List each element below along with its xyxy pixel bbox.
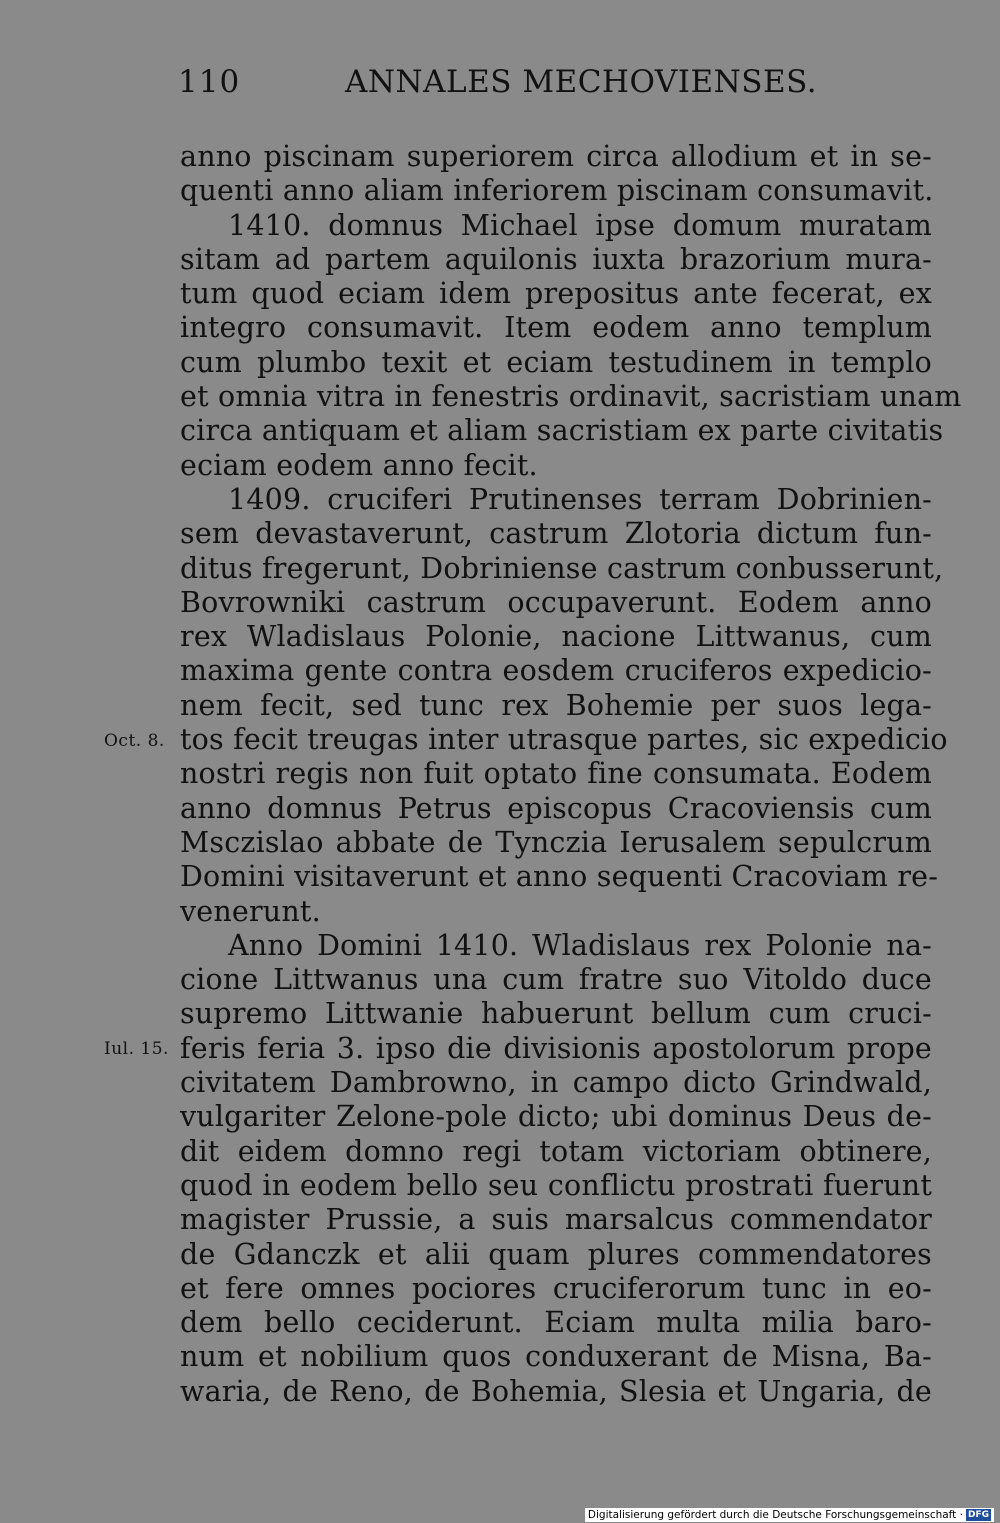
text-line: vulgariter Zelone-pole dicto; ubi dominus Deus de- <box>180 1100 932 1134</box>
text-line: sem devastaverunt, castrum Zlotoria dictum fun- <box>180 517 932 551</box>
text-line: waria, de Reno, de Bohemia, Slesia et Ungaria, de <box>180 1374 932 1408</box>
text-line: supremo Littwanie habuerunt bellum cum cruci- <box>180 997 932 1031</box>
text-line: de Gdanczk et alii quam plures commendatores <box>180 1237 932 1271</box>
text-line: Msczislao abbate de Tynczia Ierusalem sepulcrum <box>180 825 932 859</box>
margin-note-date: Oct. 8. <box>104 731 165 751</box>
text-line: num et nobilium quos conduxerant de Misna, Ba- <box>180 1340 932 1374</box>
text-line: dit eidem domno regi totam victoriam obtinere, <box>180 1134 932 1168</box>
text-line: venerunt. <box>180 894 321 928</box>
margin-note-date: Iul. 15. <box>104 1039 169 1059</box>
text-line: dem bello ceciderunt. Eciam multa milia baro- <box>180 1306 932 1340</box>
page-number: 110 <box>178 64 241 100</box>
text-line: quod in eodem bello seu conflictu prostrati fuerunt <box>180 1168 932 1202</box>
text-line: anno piscinam superiorem circa allodium et in se- <box>180 140 932 173</box>
credit-text: Digitalisierung gefördert durch die Deutsche Forschungsgemeinschaft · <box>587 1509 963 1521</box>
text-line: et fere omnes pociores cruciferorum tunc in eo- <box>180 1271 932 1305</box>
text-line: Domini visitaverunt et anno sequenti Cracoviam re- <box>180 860 939 894</box>
text-line: integro consumavit. Item eodem anno templum <box>180 311 932 345</box>
text-line: rex Wladislaus Polonie, nacione Littwanus, cum <box>180 620 932 654</box>
running-title: ANNALES MECHOVIENSES. <box>345 64 818 100</box>
page-header <box>0 64 1000 104</box>
text-line: civitatem Dambrowno, in campo dicto Grindwald, <box>180 1066 932 1100</box>
text-line: Bovrowniki castrum occupaverunt. Eodem anno <box>180 585 932 619</box>
text-line: nostri regis non fuit optato fine consumata. Eodem <box>180 757 932 791</box>
text-line: et omnia vitra in fenestris ordinavit, sacristiam unam <box>180 380 962 414</box>
text-line: sitam ad partem aquilonis iuxta brazorium mura- <box>180 242 932 276</box>
digitization-credit <box>585 1508 994 1522</box>
text-line: 1410. domnus Michael ipse domum muratam <box>228 208 932 242</box>
text-line: quenti anno aliam inferiorem piscinam consumavit. <box>180 174 934 208</box>
body-text <box>180 140 962 1409</box>
text-line: ditus fregerunt, Dobriniense castrum conbusserunt, <box>180 551 944 585</box>
text-line: anno domnus Petrus episcopus Cracoviensis cum <box>180 791 932 825</box>
text-line: nem fecit, sed tunc rex Bohemie per suos lega- <box>180 688 932 722</box>
text-line: eciam eodem anno fecit. <box>180 448 538 482</box>
text-line: circa antiquam et aliam sacristiam ex parte civitatis <box>180 414 944 448</box>
text-line: maxima gente contra eosdem cruciferos expedicio- <box>180 654 932 688</box>
text-line: tum quod eciam idem prepositus ante fecerat, ex <box>180 277 932 311</box>
text-line: cione Littwanus una cum fratre suo Vitoldo duce <box>180 963 932 997</box>
text-line: tos fecit treugas inter utrasque partes, sic expedicio <box>180 723 948 757</box>
text-line: feris feria 3. ipso die divisionis apostolorum prope <box>180 1031 932 1065</box>
text-line: Anno Domini 1410. Wladislaus rex Polonie na- <box>228 928 932 962</box>
text-line: cum plumbo texit et eciam testudinem in templo <box>180 345 932 379</box>
text-line: 1409. cruciferi Prutinenses terram Dobrinien- <box>228 482 932 516</box>
text-line: magister Prussie, a suis marsalcus commendator <box>180 1203 932 1237</box>
dfg-logo: DFG <box>967 1510 989 1520</box>
